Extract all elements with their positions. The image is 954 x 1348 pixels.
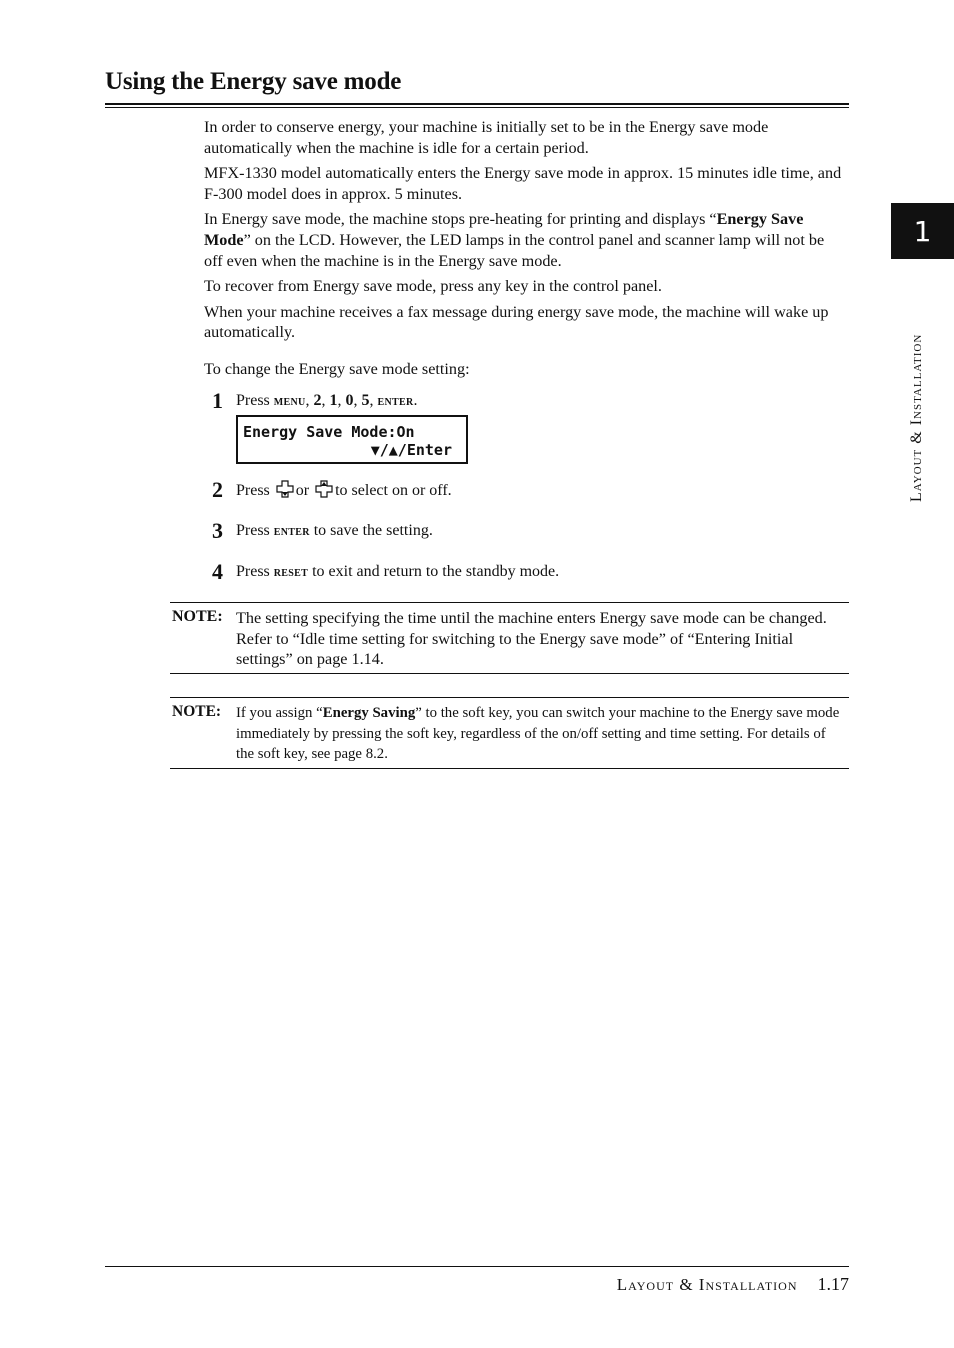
step-rest: to select on or off. (335, 482, 452, 499)
lcd-line-1: Energy Save Mode:On (243, 423, 415, 441)
step-number: 2 (212, 477, 223, 502)
period: . (413, 392, 418, 409)
note-box-2 (170, 697, 849, 769)
paragraph-3-a: In Energy save mode, the machine stops pre-heating for printing and displays “ (204, 210, 717, 229)
note-label: NOTE: (172, 608, 223, 625)
step-text (236, 562, 559, 583)
enter-key: enter (377, 394, 414, 409)
paragraph-3 (204, 209, 844, 271)
step-text (236, 521, 433, 542)
step-rest: to save the setting. (309, 522, 433, 539)
reset-key: reset (273, 565, 309, 580)
change-intro: To change the Energy save mode setting: (204, 360, 470, 378)
note-text-b: ” to the soft key, you can switch your machine to the Energy save mode immediately by pressing the soft key, regardless of the on/off setting and time setting. For details of the soft key, see page 8.2. (236, 705, 840, 763)
intro-text (204, 117, 844, 348)
page-number: 1.17 (817, 1274, 849, 1294)
enter-key: enter (273, 524, 310, 539)
side-chapter-label: Layout & Installation (908, 333, 925, 502)
step-press: Press (236, 563, 274, 580)
sep: , (353, 392, 362, 409)
sep: , (369, 392, 378, 409)
chapter-tab: 1 (891, 203, 954, 259)
step-rest: to exit and return to the standby mode. (308, 563, 560, 580)
lcd-line-2: ▼/▲/Enter (370, 441, 452, 459)
step-number: 4 (212, 559, 223, 584)
step-number: 1 (212, 388, 223, 413)
note-text (236, 703, 842, 765)
footer-section: Layout & Installation (616, 1275, 798, 1294)
note-text: The setting specifying the time until the machine enters Energy save mode can be changed. Refer to “Idle time setting for switching to the Energy save mode” of “Entering Initial settings” on page 1.14. (236, 609, 827, 669)
step-number: 3 (212, 518, 223, 543)
note-label: NOTE: (172, 703, 222, 720)
paragraph-3-bold: Energy Save Mode (204, 210, 804, 249)
note-text-a: If you assign “ (236, 705, 323, 721)
paragraph-1: In order to conserve energy, your machine is initially set to be in the Energy save mode automatically when the machine is idle for a certain period. (204, 118, 769, 157)
sep: , (305, 392, 314, 409)
step-text (236, 480, 452, 501)
step-press: Press (236, 482, 270, 499)
page-title: Using the Energy save mode (105, 68, 402, 95)
menu-key: menu (273, 394, 306, 409)
up-arrow-key-icon (315, 480, 333, 498)
lcd-display (236, 415, 468, 464)
page-footer (617, 1274, 849, 1295)
paragraph-3-b: ” on the LCD. However, the LED lamps in the control panel and scanner lamp will not be off even when the machine is in the Energy save mode. (204, 230, 825, 270)
step-text (236, 391, 418, 412)
sep: , (321, 392, 330, 409)
down-arrow-key-icon (276, 480, 294, 498)
title-rule-thin (105, 107, 849, 108)
step-press: Press (236, 522, 274, 539)
note-box-1 (170, 602, 849, 674)
key-1: 1 (329, 392, 338, 409)
note-bold: Energy Saving (322, 705, 416, 721)
key-5: 5 (361, 392, 370, 409)
paragraph-5: When your machine receives a fax message during energy save mode, the machine will wake up automatically. (204, 302, 829, 342)
key-2: 2 (313, 392, 322, 409)
key-0: 0 (345, 392, 354, 409)
paragraph-2: MFX-1330 model automatically enters the Energy save mode in approx. 15 minutes idle time, and F-300 model does in approx. 5 minutes. (204, 164, 842, 203)
sep: , (337, 392, 346, 409)
step-press: Press (236, 392, 274, 409)
paragraph-4: To recover from Energy save mode, press any key in the control panel. (204, 277, 662, 296)
or-text: or (295, 482, 310, 499)
title-rule (105, 103, 849, 105)
footer-rule (105, 1266, 849, 1267)
